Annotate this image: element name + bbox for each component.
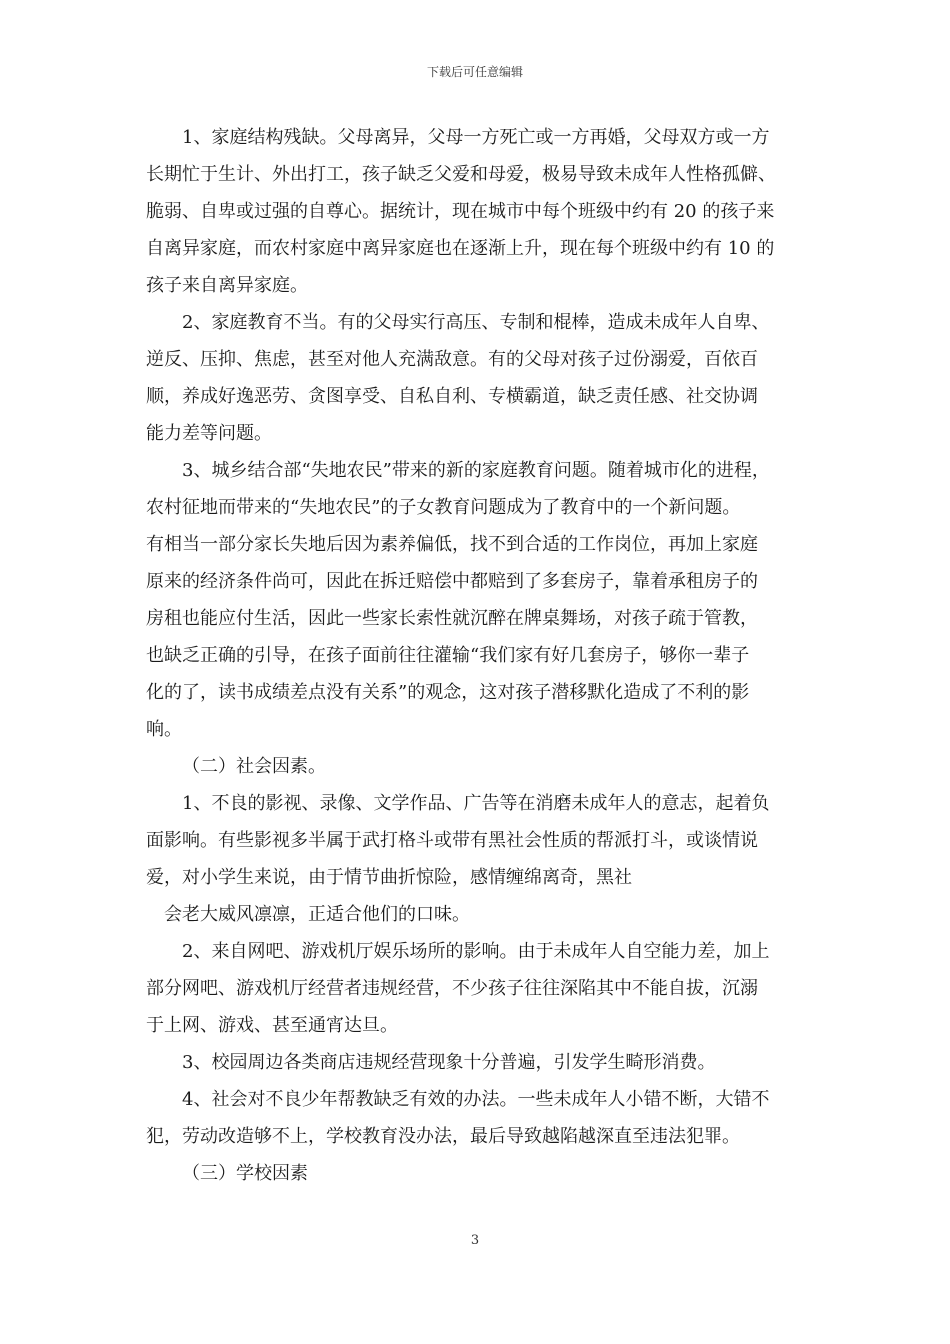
paragraph-line: 能力差等问题。 xyxy=(146,423,272,444)
paragraph-line: 部分网吧、游戏机厅经营者违规经营，不少孩子往往深陷其中不能自拔，沉溺 xyxy=(146,978,758,999)
page-number: 3 xyxy=(470,1233,480,1248)
paragraph-line: 3、城乡结合部“失地农民”带来的新的家庭教育问题。随着城市化的进程， xyxy=(182,460,770,481)
paragraph-line: 自离异家庭，而农村家庭中离异家庭也在逐渐上升，现在每个班级中约有 10 的 xyxy=(146,238,775,259)
paragraph-line: 1、不良的影视、录像、文学作品、广告等在消磨未成年人的意志，起着负 xyxy=(182,793,770,814)
paragraph-line: 4、社会对不良少年帮教缺乏有效的办法。一些未成年人小错不断，大错不 xyxy=(182,1089,770,1110)
paragraph-line: 1、家庭结构残缺。父母离异，父母一方死亡或一方再婚，父母双方或一方 xyxy=(182,127,770,148)
paragraph-line: 会老大威风凛凛，正适合他们的口味。 xyxy=(164,904,470,925)
paragraph-line: 响。 xyxy=(146,719,182,740)
paragraph-line: 逆反、压抑、焦虑，甚至对他人充满敌意。有的父母对孩子过份溺爱，百依百 xyxy=(146,349,758,370)
paragraph-line: 脆弱、自卑或过强的自尊心。据统计，现在城市中每个班级中约有 20 的孩子来 xyxy=(146,201,775,222)
paragraph-line: 有相当一部分家长失地后因为素养偏低，找不到合适的工作岗位，再加上家庭 xyxy=(146,534,758,555)
paragraph-line: 犯，劳动改造够不上，学校教育没办法，最后导致越陷越深直至违法犯罪。 xyxy=(146,1126,740,1147)
paragraph-line: 农村征地而带来的“失地农民”的子女教育问题成为了教育中的一个新问题。 xyxy=(146,497,741,518)
paragraph-line: 原来的经济条件尚可，因此在拆迁赔偿中都赔到了多套房子，靠着承租房子的 xyxy=(146,571,758,592)
paragraph-line: 长期忙于生计、外出打工，孩子缺乏父爱和母爱，极易导致未成年人性格孤僻、 xyxy=(146,164,776,185)
paragraph-line: 2、来自网吧、游戏机厅娱乐场所的影响。由于未成年人自空能力差，加上 xyxy=(182,941,770,962)
paragraph-line: 孩子来自离异家庭。 xyxy=(146,275,308,296)
paragraph-line: 化的了，读书成绩差点没有关系”的观念，这对孩子潜移默化造成了不利的影 xyxy=(146,682,750,703)
paragraph-line: 也缺乏正确的引导，在孩子面前往往灌输“我们家有好几套房子，够你一辈子 xyxy=(146,645,750,666)
paragraph-line: 于上网、游戏、甚至通宵达旦。 xyxy=(146,1015,398,1036)
page-header: 下载后可任意编辑 xyxy=(426,65,523,79)
paragraph-line: 3、校园周边各类商店违规经营现象十分普遍，引发学生畸形消费。 xyxy=(182,1052,716,1073)
paragraph-line: 2、家庭教育不当。有的父母实行高压、专制和棍棒，造成未成年人自卑、 xyxy=(182,312,770,333)
section-heading: （二）社会因素。 xyxy=(182,756,326,777)
section-heading: （三）学校因素 xyxy=(182,1163,308,1184)
paragraph-line: 面影响。有些影视多半属于武打格斗或带有黑社会性质的帮派打斗，或谈情说 xyxy=(146,830,758,851)
document-body xyxy=(146,124,806,1197)
paragraph-line: 顺，养成好逸恶劳、贪图享受、自私自利、专横霸道，缺乏责任感、社交协调 xyxy=(146,386,758,407)
paragraph-line: 房租也能应付生活，因此一些家长索性就沉醉在牌桌舞场，对孩子疏于管教， xyxy=(146,608,758,629)
paragraph-line: 爱，对小学生来说，由于情节曲折惊险，感情缠绵离奇，黑社 xyxy=(146,867,632,888)
